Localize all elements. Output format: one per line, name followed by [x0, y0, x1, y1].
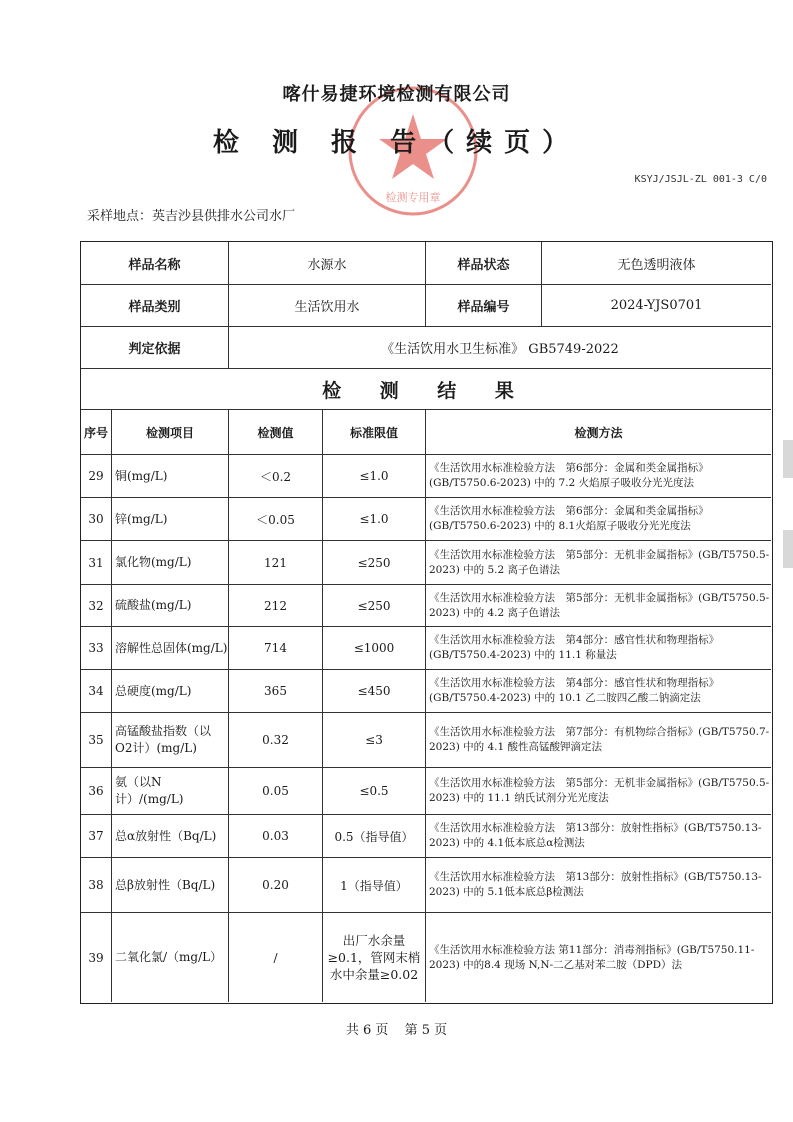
sampling-label: 采样地点：: [87, 209, 153, 224]
row-limit: ≤250: [322, 541, 425, 584]
row-value: 0.32: [228, 713, 322, 767]
row-limit: 1（指导值）: [322, 858, 425, 912]
row-item: 总β放射性（Bq/L): [111, 858, 228, 912]
row-seq: 33: [88, 641, 104, 655]
sampling-value: 英吉沙县供排水公司水厂: [152, 209, 296, 224]
info-row-2: [81, 285, 771, 327]
row-limit: ≤0.5: [322, 768, 425, 814]
row-limit: ≤1.0: [322, 455, 425, 497]
row-value: /: [228, 913, 322, 1002]
table-row: [81, 815, 771, 858]
header-item: 检测项目: [111, 410, 228, 454]
binding-edge-mark: [783, 530, 793, 568]
row-item: 氯化物(mg/L): [111, 541, 228, 584]
row-value: 0.05: [228, 768, 322, 814]
row-limit: ≤1.0: [322, 498, 425, 540]
row-method: 《生活饮用水标准检验方法 第5部分：无机非金属指标》(GB/T5750.5-2023) 中的 4.2 离子色谱法: [425, 585, 771, 626]
sample-no-label: 样品编号: [425, 285, 541, 326]
header-limit: 标准限值: [322, 410, 425, 454]
svg-text:检测专用章: 检测专用章: [385, 191, 441, 204]
row-item: 二氧化氯/（mg/L）: [111, 913, 228, 1002]
row-item: 总硬度(mg/L): [111, 670, 228, 712]
row-item: 高锰酸盐指数（以O2计）(mg/L): [111, 713, 228, 767]
header-value: 检测值: [228, 410, 322, 454]
row-method: 《生活饮用水标准检验方法 第4部分：感官性状和物理指标》(GB/T5750.4-2023) 中的 11.1 称量法: [425, 627, 771, 669]
row-seq: 35: [88, 733, 104, 747]
table-row: [81, 498, 771, 541]
row-item: 铜(mg/L): [111, 455, 228, 497]
row-method: 《生活饮用水标准检验方法 第5部分：无机非金属指标》(GB/T5750.5-2023) 中的 11.1 纳氏试剂分光光度法: [425, 768, 771, 814]
sample-name-value: 水源水: [228, 242, 425, 284]
table-row: [81, 627, 771, 670]
basis-value: 《生活饮用水卫生标准》 GB5749-2022: [228, 327, 771, 368]
sample-no-value: 2024-YJS0701: [541, 285, 771, 326]
row-value: ＜0.2: [228, 455, 322, 497]
info-row-3: [81, 327, 771, 369]
company-name: 喀什易捷环境检测有限公司: [282, 84, 511, 105]
row-limit: ≤450: [322, 670, 425, 712]
binding-edge-mark: [783, 440, 793, 478]
results-header-row: [81, 410, 771, 455]
report-table: [80, 241, 773, 1004]
row-method: 《生活饮用水标准检验方法 第4部分：感官性状和物理指标》(GB/T5750.4-2023) 中的 10.1 乙二胺四乙酸二钠滴定法: [425, 670, 771, 712]
sample-type-value: 生活饮用水: [228, 285, 425, 326]
row-seq: 32: [88, 598, 104, 613]
row-method: 《生活饮用水标准检验方法 第6部分：金属和类金属指标》(GB/T5750.6-2023) 中的 8.1火焰原子吸收分光光度法: [425, 498, 771, 540]
sample-type-label: 样品类别: [128, 300, 181, 315]
table-row: [81, 768, 771, 815]
page-total: 共 6 页: [345, 1023, 389, 1038]
table-row: [81, 913, 771, 1002]
row-limit: ≤250: [322, 585, 425, 626]
row-seq: 30: [88, 512, 104, 526]
row-limit: 出厂水余量≥0.1，管网末梢水中余量≥0.02: [322, 913, 425, 1002]
row-value: ＜0.05: [228, 498, 322, 540]
row-value: 714: [228, 627, 322, 669]
sampling-location: [87, 205, 295, 224]
table-row: [81, 541, 771, 585]
sample-state-value: 无色透明液体: [541, 242, 771, 284]
row-seq: 34: [88, 684, 104, 698]
row-seq: 39: [88, 950, 104, 965]
row-method: 《生活饮用水标准检验方法 第5部分：无机非金属指标》(GB/T5750.5-2023) 中的 5.2 离子色谱法: [425, 541, 771, 584]
page-current: 第 5 页: [404, 1023, 448, 1038]
row-limit: ≤3: [322, 713, 425, 767]
table-row: [81, 713, 771, 768]
row-method: 《生活饮用水标准检验方法 第13部分：放射性指标》(GB/T5750.13-2023) 中的 5.1低本底总β检测法: [425, 858, 771, 912]
header-method: 检测方法: [425, 410, 771, 454]
row-value: 365: [228, 670, 322, 712]
row-item: 硫酸盐(mg/L): [111, 585, 228, 626]
row-seq: 29: [88, 469, 104, 483]
basis-label: 判定依据: [128, 342, 181, 357]
page-footer: [0, 1019, 793, 1038]
row-value: 0.20: [228, 858, 322, 912]
document-number: KSYJ/JSJL-ZL 001-3 C/0: [634, 174, 767, 185]
sample-state-label: 样品状态: [425, 242, 541, 284]
table-row: [81, 858, 771, 913]
row-limit: ≤1000: [322, 627, 425, 669]
row-limit: 0.5（指导值）: [322, 815, 425, 857]
header-seq: 序号: [83, 425, 108, 440]
row-item: 总α放射性（Bq/L): [111, 815, 228, 857]
row-seq: 37: [88, 829, 104, 843]
row-method: 《生活饮用水标准检验方法 第6部分：金属和类金属指标》(GB/T5750.6-2023) 中的 7.2 火焰原子吸收分光光度法: [425, 455, 771, 497]
info-row-1: [81, 242, 771, 285]
row-value: 121: [228, 541, 322, 584]
table-row: [81, 670, 771, 713]
result-title: 检 测 结 果: [81, 369, 771, 410]
table-row: [81, 455, 771, 498]
row-method: 《生活饮用水标准检验方法 第13部分：放射性指标》(GB/T5750.13-2023) 中的 4.1低本底总α检测法: [425, 815, 771, 857]
row-value: 0.03: [228, 815, 322, 857]
row-seq: 38: [88, 878, 104, 892]
row-item: 溶解性总固体(mg/L): [111, 627, 228, 669]
row-method: 《生活饮用水标准检验方法 第7部分：有机物综合指标》(GB/T5750.7-2023) 中的 4.1 酸性高锰酸钾滴定法: [425, 713, 771, 767]
row-item: 氨（以N计）/(mg/L): [111, 768, 228, 814]
row-seq: 31: [88, 555, 104, 570]
row-seq: 36: [88, 784, 104, 798]
report-title: 检 测 报 告（续页）: [212, 128, 581, 158]
table-row: [81, 585, 771, 627]
row-method: 《生活饮用水标准检验方法 第11部分：消毒剂指标》(GB/T5750.11-2023) 中的8.4 现场 N,N-二乙基对苯二胺（DPD）法: [425, 913, 771, 1002]
row-item: 锌(mg/L): [111, 498, 228, 540]
row-value: 212: [228, 585, 322, 626]
sample-name-label: 样品名称: [128, 257, 181, 273]
